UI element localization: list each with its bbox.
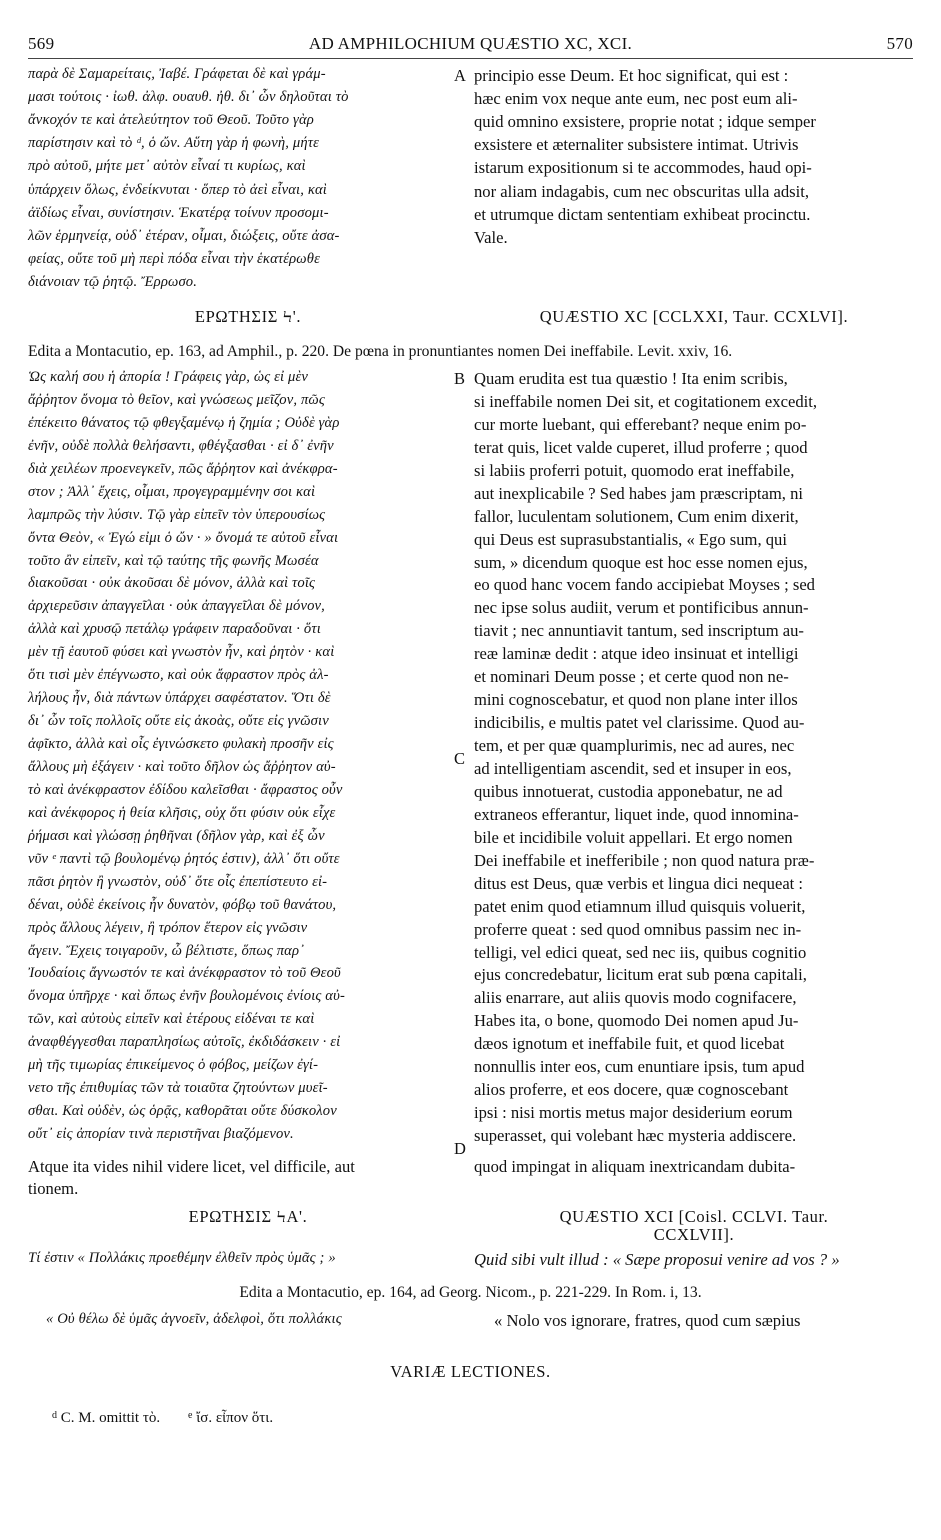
q91-greek-question: Τί ἐστιν « Πολλάκις προεθέμην ἐλθεῖν πρὸς ὑμᾶς ; »	[28, 1250, 336, 1266]
margin-marker-a: A	[454, 66, 466, 85]
q90-greek-line: ἀναφθέγγεσθαι παραπλησίως αὐτοῖς, ἐκδιδάσκειν · εἰ	[28, 1034, 341, 1051]
q91-latin-heading-line-2: CCXLVII].	[653, 1225, 735, 1244]
q90-latin-line: mini cognoscebatur, et quod non plane inter illos	[474, 690, 798, 710]
q90-greek-line: πᾶσι ῥητὸν ἢ γνωστὸν, οὐδ᾽ ὅτε οἷς ἐπεπίστευτο εἰ-	[28, 873, 328, 890]
top-latin-line: exsistere et æternaliter subsistere intimat. Utrivis	[474, 135, 799, 155]
q90-latin-line: quibus innotuerat, custodia apponebatur, ne ad	[474, 781, 783, 801]
q90-latin-line: nec ipse solus audiit, verum et pontificibus annun-	[474, 598, 809, 618]
q90-latin-line: sum, » dicendum quoque est hoc esse nomen ejus,	[474, 552, 808, 572]
q90-latin-line: si ineffabile nomen Dei sit, et cogitationem excedit,	[474, 391, 817, 411]
q90-greek-line: ἀφῖκτο, ἀλλὰ καὶ οἷς ἐγινώσκετο φυλακὴ προσῆν εἰς	[28, 736, 334, 753]
q90-greek-line: μὴ τῆς τιμωρίας ἐπικείμενος ὁ φόβος, μείζων ἐγί-	[28, 1057, 319, 1074]
q90-greek-line: καὶ ἀνέκφορος ἡ θεία κλῆσις, οὐχ ὅτι φύσιν οὐκ εἶχε	[28, 804, 336, 821]
q90-latin-line: nonnullis inter eos, cum enuntiare ipsis, tum apud	[474, 1057, 805, 1077]
margin-marker-c: C	[454, 749, 466, 768]
q90-latin-line: aliis enarrare, aut aliis quovis modo cognifacere,	[474, 988, 797, 1008]
top-latin-line: et utrumque dictam sententiam exhibeat procinctu.	[474, 204, 811, 224]
footnote-d-text: C. M. omittit τὸ.	[60, 1410, 161, 1426]
q91-greek-heading: ΕΡΩΤΗΣΙΣ ϞΑ'.	[188, 1207, 308, 1226]
q90-greek-line: λαμπρῶς τὴν λύσιν. Τῷ γὰρ εἰπεῖν τὸν ὑπερουσίως	[28, 506, 326, 523]
top-greek-line: πρὸ αὐτοῦ, μήτε μετ᾽ αὐτὸν εἶναί τι κυρίως, καὶ	[28, 158, 306, 175]
q91-greek-start: « Οὐ θέλω δὲ ὑμᾶς ἀγνοεῖν, ἀδελφοὶ, ὅτι πολλάκις	[46, 1311, 342, 1327]
top-latin-line: quid omnino exsistere, proprie notat ; idque semper	[474, 112, 816, 132]
footnote-e-mark: e	[188, 1410, 193, 1421]
q90-latin-line: tiavit ; nec annuntiavit tantum, sed inscriptum au-	[474, 621, 804, 641]
q90-greek-line: τὸ καὶ ἀνέκφραστον ἐδίδου καλεῖσθαι · ἄφραστος οὖν	[28, 781, 343, 798]
q90-latin-heading-text: QUÆSTIO XC [CCLXXI, Taur. CCXLVI].	[539, 307, 849, 326]
q90-greek-line: τοῦτο ἂν εἰπεῖν, καὶ τῷ ταύτης τῆς φωνῆς Μωσέα	[28, 552, 319, 569]
q90-closing-line-1: Atque ita vides nihil videre licet, vel difficile, aut	[28, 1157, 355, 1176]
top-greek-line: ὑπάρχειν ὅλως, ἐνδείκνυται · ὅπερ τὸ ἀεὶ εἶναι, καὶ	[28, 181, 328, 198]
q90-latin-heading	[474, 307, 914, 327]
q90-latin-line: ditus est Deus, quæ verbis et lingua dici nequeat :	[474, 873, 804, 893]
q91-latin-heading-line-1: QUÆSTIO XCI [Coisl. CCLVI. Taur.	[559, 1207, 829, 1226]
header-rule	[28, 58, 913, 59]
top-greek-line: ἄνκοχόν τε καὶ ἀτελεύτητον τοῦ Θεοῦ. Τοῦτο γὰρ	[28, 112, 314, 129]
q90-latin-line: Quam erudita est tua quæstio ! Ita enim scribis,	[474, 369, 788, 388]
q90-latin-line: fallor, luculentam solutionem, Cum enim dixerit,	[474, 506, 799, 526]
q90-latin-line: superasset, qui volebant hæc mysteria addiscere.	[474, 1126, 797, 1146]
q90-closing-line-1-right: quod impingat in aliquam inextricandam dubita-	[474, 1157, 796, 1176]
top-greek-line: ἀϊδίως εἶναι, συνίστησιν. Ἑκατέρᾳ τοίνυν προσομι-	[28, 204, 329, 221]
top-greek-line: λῶν ἑρμηνείᾳ, οὐδ᾽ ἑτέραν, οἶμαι, διώξεις, οὔτε ἀσα-	[28, 227, 340, 244]
q90-latin-line: dæos ignotum et ineffabile fuit, et quod licebat	[474, 1034, 785, 1054]
top-greek-line: παρὰ δὲ Σαμαρείταις, Ἰαβέ. Γράφεται δὲ καὶ γράμ-	[28, 66, 326, 82]
q90-latin-line: patet enim quod etiamnum illud quisquis voluerit,	[474, 896, 806, 916]
q90-greek-line: δέναι, οὐδὲ ἐκείνοις ἦν δυνατὸν, φόβῳ τοῦ θανάτου,	[28, 896, 337, 913]
q90-greek-line: ῥήμασι καὶ γλώσσῃ ῥηθῆναι (δῆλον γὰρ, καὶ ἐξ ὧν	[28, 827, 325, 844]
q90-latin-line: proferre queat : sed quod omnibus passim nec in-	[474, 919, 802, 939]
footnote-e-text: ἴσ. εἶπον ὅτι.	[196, 1410, 274, 1426]
q90-latin-line: terat quis, licet valde cuperet, illud proferre ; quod	[474, 437, 808, 457]
q90-latin-line: Habes ita, o bone, quomodo Dei nomen apud Ju-	[474, 1011, 799, 1031]
page-header	[28, 34, 913, 56]
q90-latin-line: ipsi : nisi mortis metus major desiderium eorum	[474, 1103, 793, 1123]
q90-latin-line: si labiis proferri potuit, quomodo erat ineffabile,	[474, 460, 795, 480]
top-latin-line: Vale.	[474, 227, 508, 247]
q90-latin-line: alios proferre, et eos docere, quæ cognoscebant	[474, 1080, 789, 1100]
q90-greek-line: σθαι. Καὶ οὐδὲν, ὡς ὁρᾷς, καθορᾶται οὔτε δύσκολον	[28, 1103, 337, 1120]
page-number-right: 570	[886, 34, 913, 53]
q90-greek-line: διακοῦσαι · οὐκ ἀκοῦσαι δὲ μόνον, ἀλλὰ καὶ τοῖς	[28, 575, 316, 592]
q90-greek-line: οὔτ᾽ εἰς ἀπορίαν τινὰ περιστῆναι βιαζόμενον.	[28, 1126, 294, 1143]
top-greek-line: διάνοιαν τῷ ῥητῷ. Ἔρρωσο.	[28, 273, 198, 290]
q90-latin-line: qui Deus est suprasubstantialis, « Ego sum, qui	[474, 529, 787, 549]
q90-latin-line: et nominari Deum posse ; et certe quod non ne-	[474, 667, 789, 687]
top-greek-line: φείας, οὔτε τοῦ μὴ περὶ πόδα εἶναι τὴν ἑκατέρωθε	[28, 250, 320, 267]
page-number-left: 569	[28, 34, 55, 53]
q90-latin-line: ejus concredebatur, licitum erat sub pœna capitali,	[474, 965, 807, 985]
q90-greek-line: ἀλλὰ καὶ χρυσῷ πετάλῳ γράφειν παραδοῦναι · ὅτι	[28, 621, 321, 638]
q90-latin-line: cur morte luebant, qui efferebant? neque enim po-	[474, 414, 807, 434]
margin-marker-d: D	[454, 1139, 466, 1158]
top-latin-line: principio esse Deum. Et hoc significat, qui est :	[474, 66, 789, 85]
q90-greek-line: ἀρχιερεῦσιν ἀπαγγεῖλαι · οὐκ ἀπαγγεῖλαι δὲ μόνον,	[28, 598, 325, 615]
q90-greek-line: στον ; Ἀλλ᾽ ἔχεις, οἶμαι, προγεγραμμένην σοι καὶ	[28, 483, 316, 500]
top-latin-line: istarum expositionum si te accommodes, haud opi-	[474, 158, 812, 178]
q90-latin-line: ad intelligentiam ascendit, sed et insuper in eos,	[474, 758, 792, 778]
q90-closing-line-2: tionem.	[28, 1179, 79, 1198]
q90-greek-line: ἐπέκειτο θάνατος τῷ φθεγξαμένῳ ἡ ζημία ; Οὐδὲ γὰρ	[28, 414, 340, 431]
q90-greek-line: νῦν ᵉ παντὶ τῷ βουλομένῳ ῥητός ἐστιν), ἀλλ᾽ ὅτι οὔτε	[28, 850, 340, 867]
q90-latin-line: extraneos efferantur, liquet inde, quod innomina-	[474, 804, 799, 824]
q90-greek-line: ὅτι τισὶ μὲν ἐπέγνωστο, καὶ οὐκ ἄφραστον πρὸς ἀλ-	[28, 667, 329, 684]
q90-greek-line: λήλους ἦν, διὰ πάντων ὑπάρχει σαφέστατον. Ὅτι δὲ	[28, 690, 331, 707]
q90-greek-line: δι᾽ ὧν τοῖς πολλοῖς οὔτε εἰς ἀκοὰς, οὔτε εἰς γνῶσιν	[28, 713, 329, 730]
running-title: AD AMPHILOCHIUM QUÆSTIO XC, XCI.	[308, 34, 633, 53]
q90-greek-line: ἄγειν. Ἔχεις τοιγαροῦν, ὦ βέλτιστε, ὅπως παρ᾽	[28, 942, 305, 959]
top-latin-line: nor aliam indagabis, cum nec obscuritas ulla adsit,	[474, 181, 810, 201]
q90-greek-line: διὰ χειλέων προενεγκεῖν, πῶς ἄῤῥητον καὶ ἀνέκφρα-	[28, 460, 338, 477]
q90-latin-line: Dei ineffabile et inefferibile ; non quod natura præ-	[474, 850, 815, 870]
footnote-d	[52, 1410, 160, 1427]
q90-latin-line: aut inexplicabile ? Sed habes jam præscriptam, ni	[474, 483, 804, 503]
q90-greek-heading: ΕΡΩΤΗΣΙΣ Ϟ'.	[194, 307, 302, 326]
q90-greek-line: Ὡς καλή σου ἡ ἀπορία ! Γράφεις γὰρ, ὡς εἰ μὲν	[28, 369, 309, 385]
margin-marker-b: B	[454, 369, 466, 388]
q90-greek-line: ὄνομα ὑπῆρχε · καὶ ὅπως ἐνῆν βουλομένοις ἐνίοις αὐ-	[28, 988, 345, 1005]
q91-latin-start: « Nolo vos ignorare, fratres, quod cum sæpius	[494, 1311, 801, 1330]
footnote-e	[188, 1410, 273, 1427]
q90-latin-line: bile et incidibile voluit appellari. Et ergo nomen	[474, 827, 793, 847]
q90-greek-line: ἄλλους μὴ ἐξάγειν · καὶ τοῦτο δῆλον ὡς ἄῤῥητον αὐ-	[28, 758, 336, 775]
q90-greek-line: νετο τῆς ἐπιθυμίας τῶν τὰ τοιαῦτα ζητούντων μυεῖ-	[28, 1080, 328, 1097]
footnote-d-mark: d	[52, 1410, 57, 1421]
q90-greek-line: πρὸς ἄλλους λέγειν, ἢ τρόπον ἕτερον εἰς γνῶσιν	[28, 919, 308, 936]
top-greek-line: παρίστησιν καὶ τὸ ᵈ, ὁ ὤν. Αὕτη γὰρ ἡ φωνὴ, μήτε	[28, 135, 319, 152]
q90-greek-line: μὲν τῇ ἑαυτοῦ φύσει καὶ γνωστὸν ἦν, καὶ ῥητὸν · καὶ	[28, 644, 335, 661]
q91-latin-question: Quid sibi vult illud : « Sæpe proposui venire ad vos ? »	[474, 1250, 840, 1269]
variae-lectiones-title: VARIÆ LECTIONES.	[390, 1362, 551, 1381]
q90-latin-line: telligi, vel edici queat, sed nec iis, quibus cognitio	[474, 942, 807, 962]
q90-latin-line: tem, et per quæ quamplurimis, nec ad aures, nec	[474, 736, 795, 756]
q90-greek-line: ὄντα Θεὸν, « Ἐγώ εἰμι ὁ ὤν · » ὄνομά τε αὐτοῦ εἶναι	[28, 529, 339, 546]
q90-greek-line: ἐνῆν, οὐδὲ πολλὰ θελήσαντι, φθέγξασθαι · εἰ δ᾽ ἐνῆν	[28, 437, 334, 454]
top-latin-line: hæc enim vox neque ante eum, nec post eum ali-	[474, 89, 798, 109]
q90-latin-line: indicibilis, e multis patet vel clarissime. Quod au-	[474, 713, 805, 733]
q90-greek-line: Ἰουδαίοις ἄγνωστόν τε καὶ ἀνέκφραστον τὸ τοῦ Θεοῦ	[28, 965, 341, 982]
q90-source-line: Edita a Montacutio, ep. 163, ad Amphil., p. 220. De pœna in pronuntiantes nomen Dei ineffabile. Levit. xxiv, 16.	[28, 343, 733, 360]
q90-latin-line: eo quod hanc vocem fando accipiebat Moyses ; sed	[474, 575, 815, 595]
top-greek-line: μασι τούτοις · ἰωθ. ἀλφ. ουαυθ. ἠθ. δι᾽ ὧν δηλοῦται τὸ	[28, 89, 349, 106]
q90-greek-line: τῶν, καὶ αὐτοὺς εἰπεῖν καὶ ἑτέρους εἰδέναι τε καὶ	[28, 1011, 315, 1028]
q91-source-line: Edita a Montacutio, ep. 164, ad Georg. Nicom., p. 221-229. In Rom. i, 13.	[239, 1284, 702, 1301]
q90-latin-line: reæ laminæ dedit : atque ideo insinuat et intelligi	[474, 644, 799, 664]
q90-greek-line: ἄῤῥητον ὄνομα τὸ θεῖον, καὶ γνώσεως μεῖζον, πῶς	[28, 391, 325, 408]
